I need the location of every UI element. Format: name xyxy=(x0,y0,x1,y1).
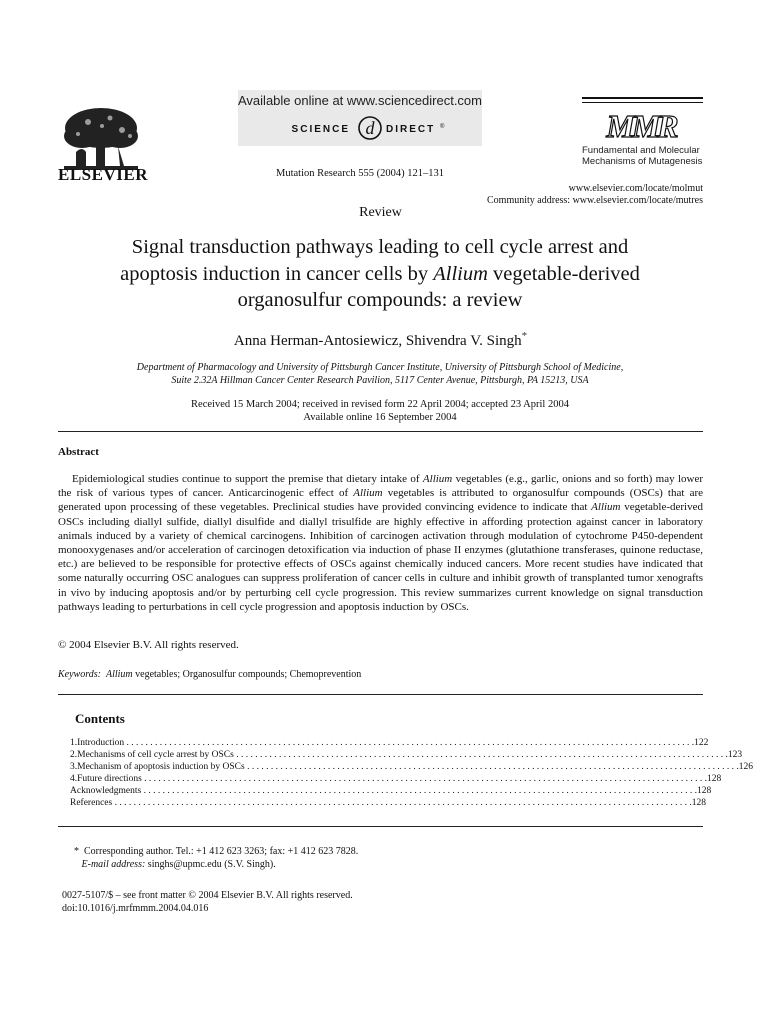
journal-url-link[interactable]: www.elsevier.com/locate/molmut xyxy=(568,183,703,194)
issn-doi-block xyxy=(62,889,353,915)
toc-item-cell-cycle-arrest[interactable]: 2. Mechanisms of cell cycle arrest by OSCs . . . . . . . . . . . . . . . . . . . . . . . . . . . . . . . . . . . . . . . . . . . . . . . . . . . . . . . . . . . . . . . . . . . . . . . . . . . . . . . . . . . . . . . . . . . . . . . . . . . . . . . . 123 xyxy=(70,750,743,760)
authors-text[interactable]: Anna Herman-Antosiewicz, Shivendra V. Singh xyxy=(233,333,522,349)
journal-title-line: Fundamental and Molecular xyxy=(582,145,700,156)
journal-title-line: Mechanisms of Mutagenesis xyxy=(582,156,703,167)
keywords-label: Keywords: xyxy=(58,669,101,680)
author-affiliation: Department of Pharmacology and University of Pittsburgh Cancer Institute, University of Pittsburgh School of Medicine, Suite 2.32A Hillman Cancer Center Research Pavilion, 5117 Center Avenue, Pittsburgh, PA 15213, USA xyxy=(136,362,624,386)
toc-item-acknowledgments[interactable]: Acknowledgments . . . . . . . . . . . . . . . . . . . . . . . . . . . . . . . . . . . . . . . . . . . . . . . . . . . . . . . . . . . . . . . . . . . . . . . . . . . . . . . . . . . . . . . . . . . . . . . . . . . . . . . . . . . . . . . . . . . . . 128 xyxy=(70,786,712,796)
mmr-logo-text: MMR xyxy=(606,108,676,144)
sciencedirect-logo xyxy=(282,114,462,142)
author-email-link[interactable]: singhs@upmc.edu (S.V. Singh). xyxy=(145,859,276,870)
abstract-copyright: © 2004 Elsevier B.V. All rights reserved. xyxy=(58,639,239,651)
section-divider xyxy=(58,694,703,695)
keywords: Keywords: Allium vegetables; Organosulfur compounds; Chemoprevention xyxy=(58,669,362,680)
journal-citation: Mutation Research 555 (2004) 121–131 xyxy=(276,168,444,179)
journal-logo-rule xyxy=(582,102,703,103)
corresponding-author-footnote: * Corresponding author. Tel.: +1 412 623 3263; fax: +1 412 623 7828. E-mail address: singhs@upmc.edu (S.V. Singh). xyxy=(74,846,359,870)
table-of-contents xyxy=(70,737,753,809)
community-url-link[interactable]: Community address: www.elsevier.com/locate/mutres xyxy=(487,194,703,206)
section-divider xyxy=(58,431,703,432)
svg-text:d: d xyxy=(365,118,375,138)
issn-line: 0027-5107/$ – see front matter © 2004 Elsevier B.V. All rights reserved. xyxy=(62,890,353,901)
contents-heading: Contents xyxy=(75,711,125,726)
journal-urls xyxy=(420,183,703,206)
article-type: Review xyxy=(359,205,402,220)
journal-logo-rule xyxy=(582,97,703,99)
article-title xyxy=(70,234,690,314)
title-line: apoptosis induction in cancer cells by Allium vegetable-derived xyxy=(120,262,640,285)
author-list xyxy=(58,330,703,350)
title-line: organosulfur compounds: a review xyxy=(237,289,523,311)
corresponding-author-mark[interactable]: * xyxy=(521,330,528,342)
toc-item-references[interactable]: References . . . . . . . . . . . . . . . . . . . . . . . . . . . . . . . . . . . . . . . . . . . . . . . . . . . . . . . . . . . . . . . . . . . . . . . . . . . . . . . . . . . . . . . . . . . . . . . . . . . . . . . . . . . . . . . . . . . . . . . . . . 128 xyxy=(70,798,706,808)
sciencedirect-logo-left: SCIENCE xyxy=(291,124,350,135)
svg-text:®: ® xyxy=(440,124,445,130)
section-divider xyxy=(58,826,703,827)
journal-title xyxy=(582,145,707,167)
abstract-heading: Abstract xyxy=(58,446,99,458)
article-dates: Received 15 March 2004; received in revised form 22 April 2004; accepted 23 April 2004 Available online 16 September 2004 xyxy=(191,399,569,423)
sciencedirect-logo-right: DIRECT xyxy=(386,124,436,135)
toc-item-introduction[interactable]: 1. Introduction . . . . . . . . . . . . . . . . . . . . . . . . . . . . . . . . . . . . . . . . . . . . . . . . . . . . . . . . . . . . . . . . . . . . . . . . . . . . . . . . . . . . . . . . . . . . . . . . . . . . . . . . . . . . . . . . . . . . . . . . 122 xyxy=(70,738,709,748)
available-online-text[interactable]: Available online at www.sciencedirect.com xyxy=(238,93,482,108)
mmr-journal-logo xyxy=(604,108,678,142)
toc-item-future-directions[interactable]: 4. Future directions . . . . . . . . . . . . . . . . . . . . . . . . . . . . . . . . . . . . . . . . . . . . . . . . . . . . . . . . . . . . . . . . . . . . . . . . . . . . . . . . . . . . . . . . . . . . . . . . . . . . . . . . . . . . . . . . . . . . . . . 128 xyxy=(70,774,722,784)
toc-item-apoptosis[interactable]: 3. Mechanism of apoptosis induction by OSCs . . . . . . . . . . . . . . . . . . . . . . . . . . . . . . . . . . . . . . . . . . . . . . . . . . . . . . . . . . . . . . . . . . . . . . . . . . . . . . . . . . . . . . . . . . . . . . . . . . . . . . . . 126 xyxy=(70,762,753,772)
publisher-name: ELSEVIER xyxy=(58,165,148,184)
doi-link[interactable]: doi:10.1016/j.mrfmmm.2004.04.016 xyxy=(62,903,209,914)
abstract-text: Epidemiological studies continue to support the premise that dietary intake of Allium vegetables (e.g., garlic, onions and so forth) may lower the risk of various types of cancer. Anticarcinogenic effect of Allium vegetables is attributed to organosulfur compounds (OSCs) that are generated upon processing of these vegetables. Preclinical studies have provided convincing evidence to indicate that Allium vegetable-derived OSCs including diallyl sulfide, diallyl disulfide and diallyl trisulfide are highly effective in affording protection against cancer in laboratory animals induced by a variety of chemical carcinogens. Inhibition of carcinogen activation through modulation of cytochrome P450-dependent monooxygenases and/or acceleration of carcinogen detoxification via induction of phase II enzymes (glutathione transferases, quinone reductase, etc.) are believed to be responsible for protective effects of OSCs against chemically induced cancers. More recent studies have indicated that some naturally occurring OSC analogues can suppress proliferation of cancer cells in culture and inhibit growth of transplanted tumor xenografts in vivo by inducing apoptosis and/or by perturbing cell cycle progression. This review summarizes current knowledge on signal transduction pathways leading to perturbations in cell cycle progression and apoptosis induction by OSCs. xyxy=(58,473,703,613)
title-line: Signal transduction pathways leading to cell cycle arrest and xyxy=(131,236,629,258)
